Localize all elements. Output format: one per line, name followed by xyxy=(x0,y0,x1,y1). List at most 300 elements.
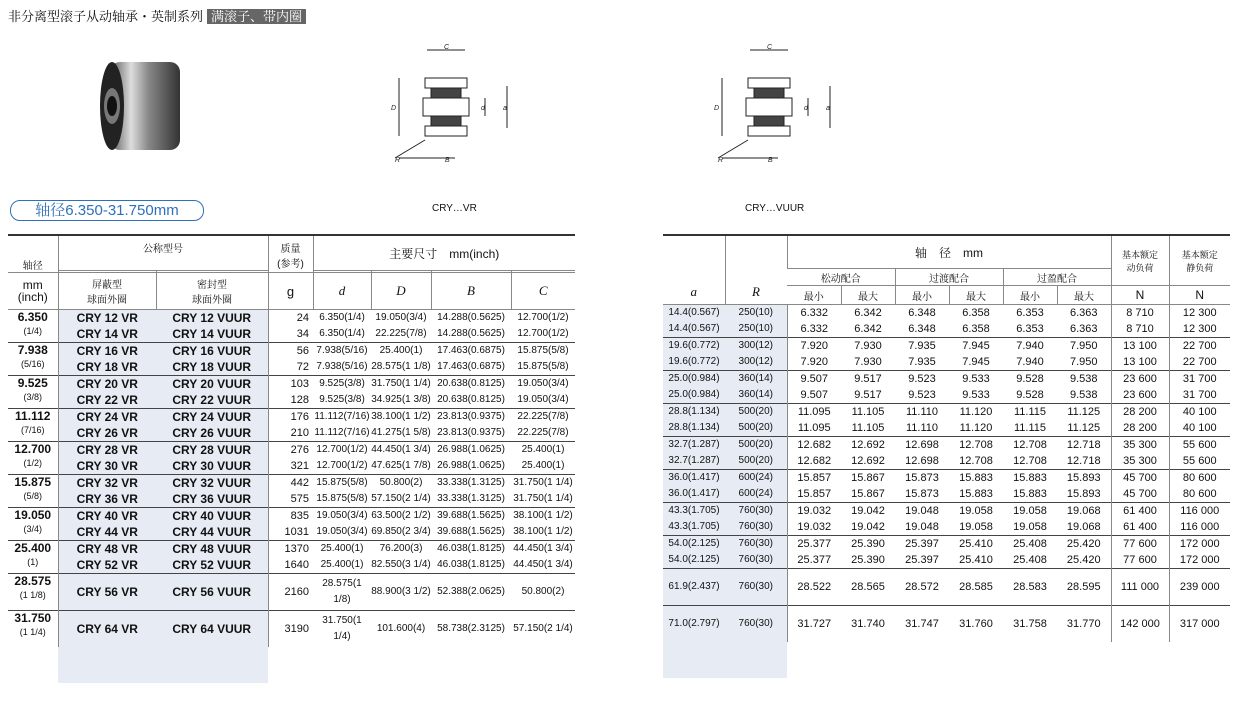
shaft-inch: (1/2) xyxy=(23,458,42,468)
dim-D: 47.625(1 7/8) xyxy=(371,460,431,471)
dim-d: 15.875(5/8) xyxy=(313,475,371,492)
dim-C: 19.050(3/4) xyxy=(511,376,575,393)
fig1-caption: CRY…VR xyxy=(432,203,477,214)
table-row xyxy=(8,574,575,611)
loose-max: 11.105 xyxy=(841,404,895,421)
cross-section-vr xyxy=(385,40,520,168)
shaft-value: 19.050 xyxy=(14,508,52,522)
dim-B: 33.338(1.3125) xyxy=(437,493,505,504)
dim-D: 34.925(1 3/8) xyxy=(371,394,431,405)
dim-D: 22.225(7/8) xyxy=(375,328,427,339)
model-vr: CRY 32 VR xyxy=(58,475,156,492)
dim-d: 6.350(1/4) xyxy=(313,310,371,327)
dim-D: 76.200(3) xyxy=(371,541,431,558)
table-row xyxy=(8,359,575,376)
mass: 835 xyxy=(268,508,313,525)
shaft-inch: (5/8) xyxy=(23,491,42,501)
transition-min: 11.110 xyxy=(895,404,949,421)
model-vuur: CRY 64 VUUR xyxy=(156,611,268,648)
dynamic-load: 77 600 xyxy=(1111,536,1169,553)
dim-a: 61.9(2.437) xyxy=(663,569,725,606)
table-row xyxy=(663,354,1230,371)
table-row xyxy=(8,541,575,558)
dim-d: 7.938(5/16) xyxy=(316,361,368,372)
mass: 103 xyxy=(268,376,313,393)
dim-C: 57.150(2 1/4) xyxy=(511,611,575,648)
dim-B: 17.463(0.6875) xyxy=(431,343,511,360)
model-vr: CRY 36 VR xyxy=(58,491,156,508)
label-B-2: B xyxy=(768,157,773,164)
hdr-unit-n: N xyxy=(1111,286,1169,305)
dim-D: 63.500(2 1/2) xyxy=(371,508,431,525)
shaft-cell xyxy=(8,541,58,574)
hdr-D: D xyxy=(371,273,431,310)
shaft-cell xyxy=(8,442,58,475)
hdr-max: 最大 xyxy=(949,286,1003,305)
static-load: 55 600 xyxy=(1169,453,1230,470)
title-tag: 满滚子、带内圈 xyxy=(207,9,306,24)
label-B: B xyxy=(445,157,450,164)
hdr-min: 最小 xyxy=(1003,286,1057,305)
table-row xyxy=(663,404,1230,421)
dim-B: 14.288(0.5625) xyxy=(437,328,505,339)
static-load: 40 100 xyxy=(1169,420,1230,437)
dim-C: 22.225(7/8) xyxy=(517,427,569,438)
shaft-value: 9.525 xyxy=(17,376,48,390)
static-load: 12 300 xyxy=(1169,305,1230,322)
dim-R: 600(24) xyxy=(725,470,787,487)
dynamic-load: 13 100 xyxy=(1111,354,1169,371)
interference-min: 19.058 xyxy=(1003,503,1057,520)
label-D-2: D xyxy=(714,105,720,112)
loose-min: 19.032 xyxy=(787,519,841,536)
transition-max: 7.945 xyxy=(949,338,1003,355)
interference-max: 6.363 xyxy=(1069,323,1098,335)
interference-min: 15.883 xyxy=(1003,470,1057,487)
shaft-cell xyxy=(8,611,58,648)
transition-max: 31.760 xyxy=(949,606,1003,643)
model-vuur: CRY 16 VUUR xyxy=(156,343,268,360)
static-load: 172 000 xyxy=(1169,552,1230,569)
table-row xyxy=(8,611,575,648)
dim-B: 17.463(0.6875) xyxy=(437,361,505,372)
mass: 2160 xyxy=(268,574,313,611)
table-row xyxy=(663,606,1230,643)
dim-d: 6.350(1/4) xyxy=(319,328,365,339)
dim-R: 760(30) xyxy=(725,606,787,643)
filler-cell xyxy=(58,647,156,683)
hdr-mass-unit: g xyxy=(268,273,313,310)
filler-cell xyxy=(431,647,511,683)
model-vr: CRY 52 VR xyxy=(58,557,156,574)
dynamic-load: 8 710 xyxy=(1111,305,1169,322)
model-vuur: CRY 44 VUUR xyxy=(156,524,268,541)
dim-a: 14.4(0.567) xyxy=(663,305,725,322)
dim-D: 38.100(1 1/2) xyxy=(371,409,431,426)
dim-a: 43.3(1.705) xyxy=(663,503,725,520)
static-load: 12 300 xyxy=(1169,321,1230,338)
model-vr: CRY 18 VR xyxy=(58,359,156,376)
filler-cell xyxy=(511,647,575,683)
model-vuur: CRY 26 VUUR xyxy=(156,425,268,442)
dynamic-load: 28 200 xyxy=(1111,420,1169,437)
dim-B: 39.688(1.5625) xyxy=(437,526,505,537)
static-load: 55 600 xyxy=(1169,437,1230,454)
model-vr: CRY 26 VR xyxy=(58,425,156,442)
dim-a: 28.8(1.134) xyxy=(663,420,725,437)
interference-min: 19.058 xyxy=(1013,521,1047,533)
transition-max: 19.058 xyxy=(949,503,1003,520)
interference-min: 6.353 xyxy=(1016,323,1044,335)
label-d-2: d xyxy=(804,105,808,112)
dim-C: 12.700(1/2) xyxy=(511,310,575,327)
table-row xyxy=(8,475,575,492)
dim-R: 760(30) xyxy=(725,503,787,520)
transition-min: 31.747 xyxy=(895,606,949,643)
label-d: d xyxy=(481,105,485,112)
loose-max: 6.342 xyxy=(841,305,895,322)
dim-d: 31.750(1 1/4) xyxy=(313,611,371,648)
hdr-a: a xyxy=(663,235,725,305)
loose-max: 11.105 xyxy=(851,422,885,434)
static-load: 116 000 xyxy=(1169,519,1230,536)
filler-cell xyxy=(725,642,787,678)
dynamic-load: 23 600 xyxy=(1111,371,1169,388)
dim-d: 19.050(3/4) xyxy=(313,508,371,525)
hdr-interference: 过盈配合 xyxy=(1003,269,1111,286)
transition-min: 7.935 xyxy=(908,356,936,368)
dynamic-load: 45 700 xyxy=(1111,486,1169,503)
hdr-shaft-unit: mm (inch) xyxy=(8,273,58,310)
model-vuur: CRY 24 VUUR xyxy=(156,409,268,426)
table-row xyxy=(8,392,575,409)
loose-min: 7.920 xyxy=(787,338,841,355)
static-load: 116 000 xyxy=(1169,503,1230,520)
model-vr: CRY 24 VR xyxy=(58,409,156,426)
hdr-mass: 质量 (参考) xyxy=(268,235,313,273)
loose-max: 31.740 xyxy=(841,606,895,643)
hdr-B: B xyxy=(431,273,511,310)
hdr-min: 最小 xyxy=(895,286,949,305)
dim-R: 500(20) xyxy=(725,420,787,437)
loose-max: 6.342 xyxy=(854,323,882,335)
static-load: 80 600 xyxy=(1169,486,1230,503)
static-load: 317 000 xyxy=(1169,606,1230,643)
interference-max: 11.125 xyxy=(1057,404,1111,421)
table-row xyxy=(663,470,1230,487)
table-filler xyxy=(8,647,575,683)
shaft-value: 25.400 xyxy=(14,541,52,555)
shaft-inch: (7/16) xyxy=(20,425,45,435)
dim-a: 36.0(1.417) xyxy=(663,486,725,503)
dim-d: 25.400(1) xyxy=(320,559,364,570)
label-R: R xyxy=(395,157,401,164)
interference-min: 9.528 xyxy=(1016,389,1044,401)
interference-min: 25.408 xyxy=(1003,536,1057,553)
dim-d: 7.938(5/16) xyxy=(313,343,371,360)
interference-max: 25.420 xyxy=(1057,536,1111,553)
loose-max: 9.517 xyxy=(841,371,895,388)
model-vr: CRY 16 VR xyxy=(58,343,156,360)
hdr-max: 最大 xyxy=(841,286,895,305)
mass: 1640 xyxy=(268,557,313,574)
dynamic-load: 35 300 xyxy=(1111,437,1169,454)
static-load: 80 600 xyxy=(1169,470,1230,487)
table-row xyxy=(8,376,575,393)
spec-table-right xyxy=(663,234,1230,678)
label-a: a xyxy=(503,105,507,112)
static-load: 31 700 xyxy=(1169,371,1230,388)
model-vr: CRY 28 VR xyxy=(58,442,156,459)
interference-min: 9.528 xyxy=(1003,371,1057,388)
loose-min: 12.682 xyxy=(787,453,841,470)
table-row xyxy=(663,437,1230,454)
filler-cell xyxy=(949,642,1003,678)
dim-a: 14.4(0.567) xyxy=(663,321,725,338)
shaft-inch: (3/8) xyxy=(23,392,42,402)
hdr-shaft-dia: 轴 径 mm xyxy=(787,235,1111,269)
dim-B: 33.338(1.3125) xyxy=(431,475,511,492)
interference-max: 15.893 xyxy=(1066,488,1101,500)
shaft-value: 15.875 xyxy=(14,475,52,489)
interference-min: 25.408 xyxy=(1013,554,1047,566)
transition-max: 19.058 xyxy=(959,521,993,533)
interference-max: 11.125 xyxy=(1067,422,1101,434)
dim-B: 14.288(0.5625) xyxy=(431,310,511,327)
dim-a: 36.0(1.417) xyxy=(663,470,725,487)
dim-B: 20.638(0.8125) xyxy=(431,376,511,393)
interference-max: 7.950 xyxy=(1069,356,1098,368)
table-row xyxy=(663,453,1230,470)
dim-D: 44.450(1 3/4) xyxy=(371,442,431,459)
interference-min: 28.583 xyxy=(1003,569,1057,606)
model-vuur: CRY 18 VUUR xyxy=(156,359,268,376)
interference-min: 12.708 xyxy=(1013,455,1047,467)
interference-min: 6.353 xyxy=(1003,305,1057,322)
table-row xyxy=(8,557,575,574)
loose-max: 7.930 xyxy=(854,356,882,368)
model-vuur: CRY 28 VUUR xyxy=(156,442,268,459)
table-row xyxy=(8,524,575,541)
loose-min: 11.095 xyxy=(787,420,841,437)
hdr-static-load: 基本额定 静负荷 xyxy=(1169,235,1230,286)
transition-min: 9.523 xyxy=(908,389,936,401)
mass: 1370 xyxy=(268,541,313,558)
mass: 128 xyxy=(268,392,313,409)
interference-max: 9.538 xyxy=(1069,389,1098,401)
transition-min: 19.048 xyxy=(905,521,939,533)
transition-min: 9.523 xyxy=(895,371,949,388)
filler-cell xyxy=(8,647,58,683)
mass: 276 xyxy=(268,442,313,459)
shaft-cell xyxy=(8,574,58,611)
dim-D: 50.800(2) xyxy=(371,475,431,492)
transition-max: 9.533 xyxy=(949,371,1003,388)
dim-B: 26.988(1.0625) xyxy=(431,442,511,459)
model-vr: CRY 48 VR xyxy=(58,541,156,558)
model-vr: CRY 22 VR xyxy=(58,392,156,409)
dim-a: 32.7(1.287) xyxy=(663,453,725,470)
interference-max: 25.420 xyxy=(1066,554,1101,566)
transition-min: 28.572 xyxy=(895,569,949,606)
dim-D: 41.275(1 5/8) xyxy=(371,427,431,438)
shaft-inch: (1) xyxy=(27,557,39,567)
mass: 321 xyxy=(268,458,313,475)
dim-C: 19.050(3/4) xyxy=(517,394,569,405)
interference-min: 7.940 xyxy=(1003,338,1057,355)
table-row xyxy=(663,519,1230,536)
transition-max: 6.358 xyxy=(949,305,1003,322)
interference-max: 12.718 xyxy=(1057,437,1111,454)
dynamic-load: 61 400 xyxy=(1111,503,1169,520)
dim-d: 11.112(7/16) xyxy=(313,409,371,426)
shaft-value: 11.112 xyxy=(15,409,51,423)
table-row xyxy=(663,503,1230,520)
interference-max: 7.950 xyxy=(1057,338,1111,355)
loose-max: 15.867 xyxy=(841,470,895,487)
interference-min: 7.940 xyxy=(1016,356,1044,368)
shaft-value: 31.750 xyxy=(14,611,52,625)
loose-max: 25.390 xyxy=(851,554,885,566)
table-row xyxy=(663,305,1230,322)
dim-B: 23.813(0.9375) xyxy=(437,427,505,438)
dynamic-load: 28 200 xyxy=(1111,404,1169,421)
dynamic-load: 142 000 xyxy=(1111,606,1169,643)
transition-max: 25.410 xyxy=(949,536,1003,553)
loose-min: 19.032 xyxy=(787,503,841,520)
table-row xyxy=(663,569,1230,606)
hdr-transition: 过渡配合 xyxy=(895,269,1003,286)
shaft-cell xyxy=(8,310,58,343)
dim-R: 760(30) xyxy=(725,519,787,536)
dim-C: 38.100(1 1/2) xyxy=(511,508,575,525)
static-load: 40 100 xyxy=(1169,404,1230,421)
filler-cell xyxy=(1003,642,1057,678)
interference-max: 12.718 xyxy=(1066,455,1101,467)
model-vuur: CRY 52 VUUR xyxy=(156,557,268,574)
model-vr: CRY 12 VR xyxy=(58,310,156,327)
loose-min: 6.332 xyxy=(787,321,841,338)
hdr-d: d xyxy=(313,273,371,310)
dim-B: 26.988(1.0625) xyxy=(437,460,505,471)
model-vr: CRY 20 VR xyxy=(58,376,156,393)
dim-B: 20.638(0.8125) xyxy=(437,394,505,405)
model-vuur: CRY 22 VUUR xyxy=(156,392,268,409)
dim-D: 25.400(1) xyxy=(371,343,431,360)
transition-min: 6.348 xyxy=(908,323,936,335)
dynamic-load: 23 600 xyxy=(1111,387,1169,404)
dim-d: 11.112(7/16) xyxy=(314,427,370,438)
shaft-value: 6.350 xyxy=(17,310,48,324)
dim-C: 25.400(1) xyxy=(521,460,565,471)
dim-a: 25.0(0.984) xyxy=(663,371,725,388)
static-load: 172 000 xyxy=(1169,536,1230,553)
dim-R: 360(14) xyxy=(725,387,787,404)
interference-max: 28.595 xyxy=(1057,569,1111,606)
table-row xyxy=(663,420,1230,437)
label-a-2: a xyxy=(826,105,830,112)
hdr-dynamic-load: 基本额定 动负荷 xyxy=(1111,235,1169,286)
dim-R: 760(30) xyxy=(725,536,787,553)
interference-max: 19.068 xyxy=(1066,521,1101,533)
dim-C: 31.750(1 1/4) xyxy=(513,493,573,504)
loose-min: 28.522 xyxy=(787,569,841,606)
dim-a: 71.0(2.797) xyxy=(663,606,725,643)
model-vr: CRY 30 VR xyxy=(58,458,156,475)
dim-R: 600(24) xyxy=(725,486,787,503)
interference-min: 11.115 xyxy=(1003,404,1057,421)
mass: 34 xyxy=(268,326,313,343)
dim-C: 12.700(1/2) xyxy=(517,328,569,339)
dim-a: 32.7(1.287) xyxy=(663,437,725,454)
interference-max: 9.538 xyxy=(1057,371,1111,388)
dim-B: 52.388(2.0625) xyxy=(431,574,511,611)
shaft-cell xyxy=(8,508,58,541)
loose-min: 12.682 xyxy=(787,437,841,454)
table-row xyxy=(663,536,1230,553)
static-load: 22 700 xyxy=(1169,338,1230,355)
dim-a: 19.6(0.772) xyxy=(663,354,725,371)
table-row xyxy=(8,310,575,327)
shaft-cell xyxy=(8,343,58,376)
table-row xyxy=(663,371,1230,388)
table-filler xyxy=(663,642,1230,678)
dim-B: 46.038(1.8125) xyxy=(431,541,511,558)
interference-max: 6.363 xyxy=(1057,305,1111,322)
dynamic-load: 61 400 xyxy=(1111,519,1169,536)
transition-min: 6.348 xyxy=(895,305,949,322)
loose-min: 9.507 xyxy=(787,371,841,388)
shaft-value: 7.938 xyxy=(17,343,48,357)
dim-C: 15.875(5/8) xyxy=(517,361,569,372)
dim-d: 15.875(5/8) xyxy=(316,493,368,504)
static-load: 239 000 xyxy=(1169,569,1230,606)
table-row xyxy=(8,508,575,525)
dim-B: 46.038(1.8125) xyxy=(437,559,505,570)
model-vuur: CRY 12 VUUR xyxy=(156,310,268,327)
dynamic-load: 111 000 xyxy=(1111,569,1169,606)
dim-R: 500(20) xyxy=(725,404,787,421)
interference-min: 12.708 xyxy=(1003,437,1057,454)
dim-d: 9.525(3/8) xyxy=(313,376,371,393)
filler-cell xyxy=(1169,642,1230,678)
shaft-inch: (1/4) xyxy=(23,326,42,336)
transition-min: 19.048 xyxy=(895,503,949,520)
model-vuur: CRY 32 VUUR xyxy=(156,475,268,492)
transition-max: 25.410 xyxy=(959,554,993,566)
spec-table-left xyxy=(8,234,575,683)
dim-D: 28.575(1 1/8) xyxy=(371,361,431,372)
page-title: 非分离型滚子从动轴承・英制系列 满滚子、带内圈 xyxy=(8,6,306,25)
model-vuur: CRY 14 VUUR xyxy=(156,326,268,343)
filler-cell xyxy=(663,642,725,678)
label-R-2: R xyxy=(718,157,724,164)
model-vr: CRY 40 VR xyxy=(58,508,156,525)
loose-min: 6.332 xyxy=(787,305,841,322)
filler-cell xyxy=(1057,642,1111,678)
filler-cell xyxy=(371,647,431,683)
dynamic-load: 77 600 xyxy=(1111,552,1169,569)
dim-D: 88.900(3 1/2) xyxy=(371,574,431,611)
transition-min: 25.397 xyxy=(905,554,939,566)
dim-C: 38.100(1 1/2) xyxy=(513,526,573,537)
dim-a: 54.0(2.125) xyxy=(663,552,725,569)
dim-d: 12.700(1/2) xyxy=(313,442,371,459)
cross-section-vuur xyxy=(710,40,845,168)
dim-D: 82.550(3 1/4) xyxy=(371,559,431,570)
dim-d: 19.050(3/4) xyxy=(316,526,368,537)
model-vuur: CRY 56 VUUR xyxy=(156,574,268,611)
